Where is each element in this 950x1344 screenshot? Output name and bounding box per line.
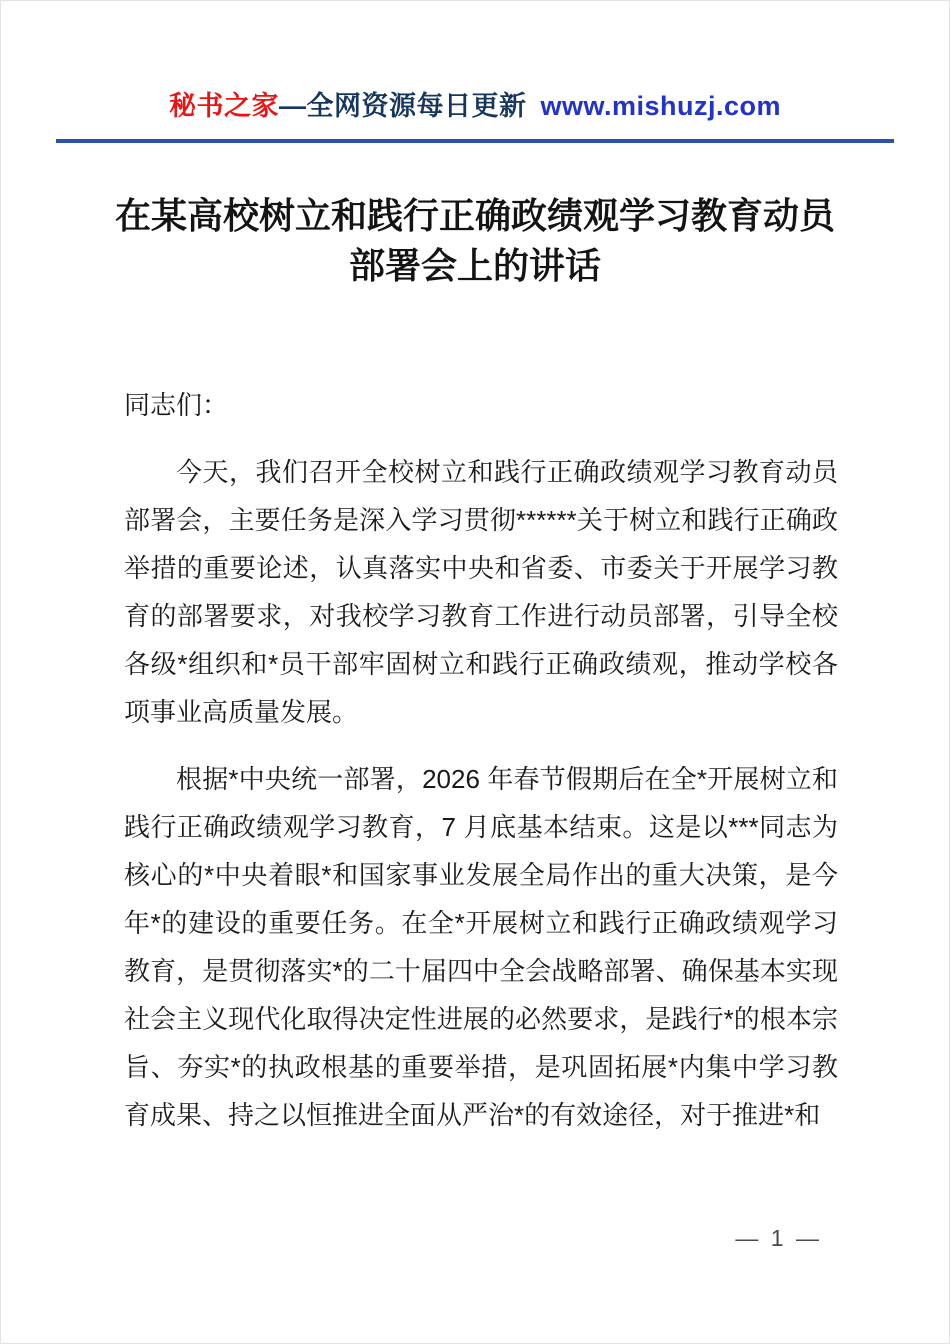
page-number: — 1 — bbox=[735, 1225, 822, 1251]
salutation: 同志们： bbox=[124, 390, 229, 420]
page-title bbox=[0, 191, 950, 291]
title-line-1: 在某高校树立和践行正确政绩观学习教育动员 bbox=[114, 195, 835, 236]
paragraph-2: 根据*中央统一部署，2026 年春节假期后在全*开展树立和践行正确政绩观学习教育，7 月底基本结束。这是以***同志为核心的*中央着眼*和国家事业发展全局作出的重大决策，是今年*的建设的重要任务。在全*开展树立和践行正确政绩观学习教育，是贯彻落实*的二十届四中全会战略部署、确保基本实现社会主义现代化取得决定性进展的必然要求，是践行*的根本宗旨、夯实*的执政根基的重要举措，是巩固拓展*内集中学习教育成果、持之以恒推进全面从严治*的有效途径，对于推进*和 bbox=[124, 764, 838, 1130]
title-line-2: 部署会上的讲话 bbox=[348, 245, 601, 286]
site-tagline: —全网资源每日更新 bbox=[278, 91, 527, 121]
paragraph-1: 今天，我们召开全校树立和践行正确政绩观学习教育动员部署会，主要任务是深入学习贯彻******关于树立和践行正确政举措的重要论述，认真落实中央和省委、市委关于开展学习教育的部署要求，对我校学习教育工作进行动员部署，引导全校各级*组织和*员干部牢固树立和践行正确政绩观，推动学校各项事业高质量发展。 bbox=[124, 457, 838, 727]
header-divider bbox=[56, 139, 894, 143]
site-url-link[interactable]: www.mishuzj.com bbox=[540, 91, 782, 121]
site-header bbox=[0, 0, 950, 123]
site-brand: 秘书之家 bbox=[168, 91, 279, 121]
document-body bbox=[124, 381, 838, 1139]
